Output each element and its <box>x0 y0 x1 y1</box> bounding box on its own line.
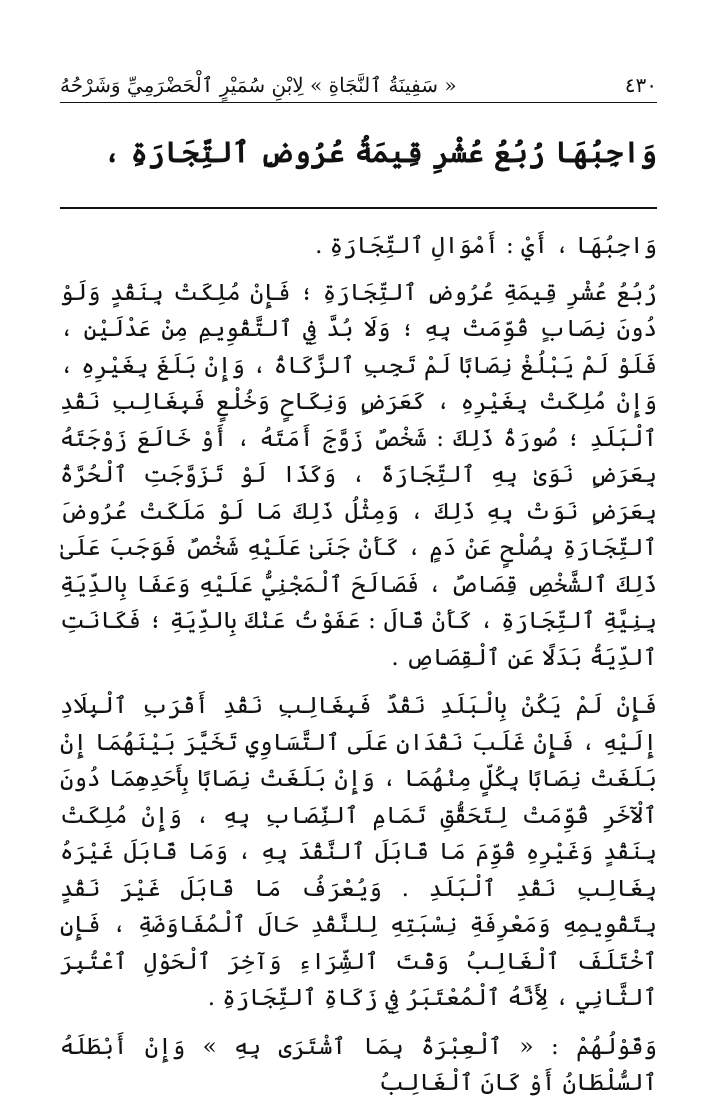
commentary-paragraph: وَقَوْلُهُمْ : « ٱلْعِبْرَةُ بِمَا ٱشْتَرَى بِهِ » وَإِنْ أَبْطَلَهُ ٱلسُّلْطَانُ أَوْ كَانَ ٱلْغَالِبُ <box>60 1033 657 1096</box>
running-header <box>60 70 657 100</box>
commentary-paragraph: رُبُعُ عُشْرِ قِيمَةِ عُرُوضِ ٱلتِّجَارَةِ ؛ فَإِنْ مُلِكَتْ بِنَقْدٍ وَلَوْ دُونَ نِصَابٍ قُوِّمَتْ بِهِ ؛ وَلَا بُدَّ فِي ٱلتَّقْوِيمِ مِنْ عَدْلَيْنِ ، فَلَوْ لَمْ يَبْلُغْ نِصَابًا لَمْ تَجِبِ ٱلزَّكَاةُ ، وَإِنْ بَلَغَ بِغَيْرِهِ ، وَإِنْ مُلِكَتْ بِغَيْرِهِ ، كَعَرَضٍ وَنِكَاحٍ وَخُلْعٍ فَبِغَالِبِ نَقْدِ ٱلْبَلَدِ ؛ صُورَةُ ذَلِكَ : شَخْصٌ زَوَّجَ أَمَتَهُ ، أَوْ خَالَعَ زَوْجَتَهُ بِعَرَضٍ نَوَىٰ بِهِ ٱلتِّجَارَةَ ، وَكَذَا لَوْ تَزَوَّجَتِ ٱلْحُرَّةُ بِعَرَضٍ نَوَتْ بِهِ ذَلِكَ ، وَمِثْلُ ذَلِكَ مَا لَوْ مَلَكَتْ عُرُوضَ ٱلتِّجَارَةِ بِصُلْحٍ عَنْ دَمٍ ، كَأَنْ جَنَىٰ عَلَيْهِ شَخْصٌ فَوَجَبَ عَلَىٰ ذَلِكَ ٱلشَّخْصِ قِصَاصٌ ، فَصَالَحَ ٱلْمَجْنِيُّ عَلَيْهِ وَعَفَا بِالدِّيَةِ بِنِيَّةِ ٱلتِّجَارَةِ ، كَأَنْ قَالَ : عَفَوْتُ عَنْكَ بِالدِّيَةِ ؛ فَكَانَتِ ٱلدِّيَةُ بَدَلًا عَنِ ٱلْقِصَاصِ . <box>60 279 657 671</box>
commentary-paragraph: فَإِنْ لَمْ يَكُنْ بِالْبَلَدِ نَقْدٌ فَبِغَالِبِ نَقْدِ أَقْرَبِ ٱلْبِلَادِ إِلَيْهِ ، فَإِنْ غَلَبَ نَقْدَانِ عَلَى ٱلتَّسَاوِي تَخَيَّرَ بَيْنَهُمَا إِنْ بَلَغَتْ نِصَابًا بِكُلٍّ مِنْهُمَا ، وَإِنْ بَلَغَتْ نِصَابًا بِأَحَدِهِمَا دُونَ ٱلْآخَرِ قُوِّمَتْ لِتَحَقُّقِ تَمَامِ ٱلنِّصَابِ بِهِ ، وَإِنْ مُلِكَتْ بِنَقْدٍ وَغَيْرِهِ قُوِّمَ مَا قَابَلَ ٱلنَّقْدَ بِهِ ، وَمَا قَابَلَ غَيْرَهُ بِغَالِبِ نَقْدِ ٱلْبَلَدِ . وَيُعْرَفُ مَا قَابَلَ غَيْرَ نَقْدٍ بِتَقْوِيمِهِ وَمَعْرِفَةِ نِسْبَتِهِ لِلنَّقْدِ حَالَ ٱلْمُفَاوَضَةِ ، فَإِنِ ٱخْتَلَفَ ٱلْغَالِبُ وَقْتَ ٱلشِّرَاءِ وَآخِرَ ٱلْحَوْلِ ٱعْتُبِرَ ٱلثَّانِي ، لِأَنَّهُ ٱلْمُعْتَبَرُ فِي زَكَاةِ ٱلتِّجَارَةِ . <box>60 693 657 1011</box>
commentary-paragraph: وَاجِبُهَا ، أَيْ : أَمْوَالِ ٱلتِّجَارَةِ . <box>315 233 657 259</box>
commentary-body <box>60 228 657 1102</box>
header-divider <box>60 102 657 103</box>
page-number: ٤٣٠ <box>624 73 657 97</box>
matn-commentary-divider <box>60 207 657 209</box>
running-title: « سَفِينَةُ ٱلنَّجَاةِ » لِابْنِ سُمَيْرٍ ٱلْحَضْرَمِيِّ وَشَرْحُهُ <box>60 73 457 97</box>
matn-text: وَاجِبُهَا رُبُعُ عُشْرِ قِيمَةُ عُرُوضِ ٱلتِّجَارَةِ ، <box>103 135 657 169</box>
